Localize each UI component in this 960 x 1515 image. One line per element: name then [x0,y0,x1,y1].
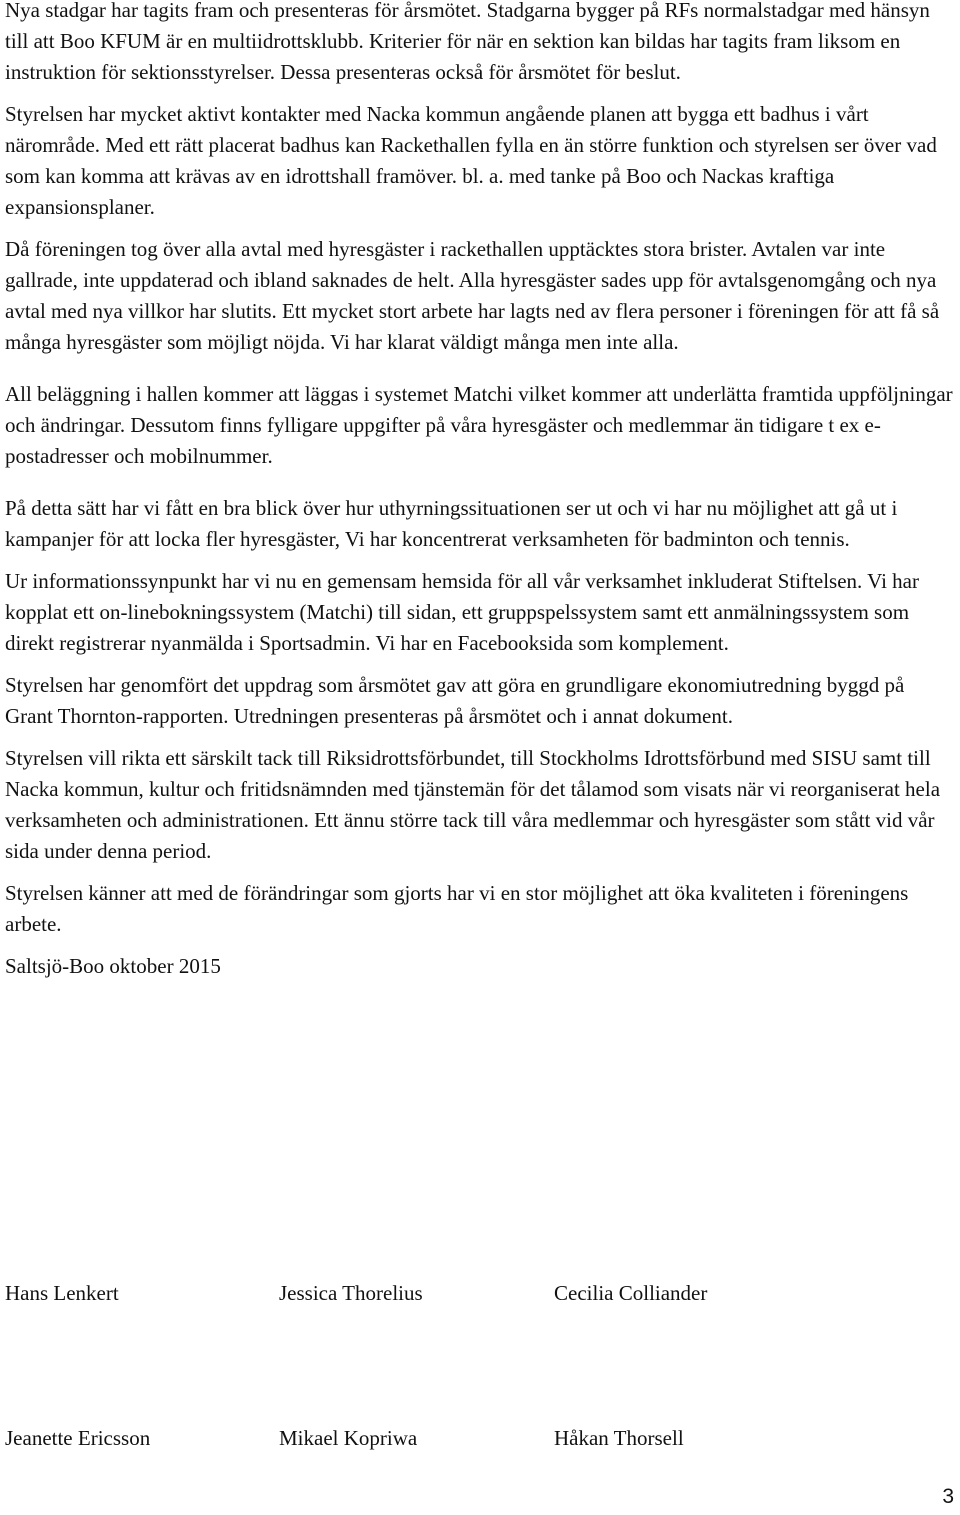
paragraph-hemsida: Ur informationssynpunkt har vi nu en gemensam hemsida för all vår verksamhet inkluderat Stiftelsen. Vi har kopplat ett on-linebokningssystem (Matchi) till sidan, ett gruppspelssystem samt ett anmälningssystem som direkt registrerar nyanmälda i Sportsadmin. Vi har en Facebooksida som komplement. [5,569,919,655]
page-number: 3 [942,1485,954,1508]
paragraph-kvalitet: Styrelsen känner att med de förändringar som gjorts har vi en stor möjlighet att öka kvaliteten i föreningens arbete. [5,881,909,936]
document-body [5,0,955,993]
signatory-name: Håkan Thorsell [554,1426,684,1450]
paragraph-matchi: All beläggning i hallen kommer att läggas i systemet Matchi vilket kommer att underlätta framtida uppföljningar och ändringar. Dessutom finns fylligare uppgifter på våra hyresgäster och medlemmar än tidigare t ex e-postadresser och mobilnummer. [5,382,953,468]
signatory-name: Hans Lenkert [5,1281,119,1305]
signatory-name: Jessica Thorelius [279,1281,423,1305]
paragraph-ekonomiutredning: Styrelsen har genomfört det uppdrag som årsmötet gav att göra en grundligare ekonomiutredning byggd på Grant Thornton-rapporten. Utredningen presenteras på årsmötet och i annat dokument. [5,673,905,728]
place-and-date: Saltsjö-Boo oktober 2015 [5,954,221,978]
paragraph-badhus: Styrelsen har mycket aktivt kontakter med Nacka kommun angående planen att bygga ett badhus i vårt närområde. Med ett rätt placerat badhus kan Rackethallen fylla en än större funktion och styrelsen ser över vad som kan komma att krävas av en idrottshall framöver. bl. a. med tanke på Boo och Nackas kraftiga expansionsplaner. [5,102,937,219]
paragraph-avtal: Då föreningen tog över alla avtal med hyresgäster i rackethallen upptäcktes stora brister. Avtalen var inte gallrade, inte uppdaterad och ibland saknades de helt. Alla hyresgäster sades upp för avtalsgenomgång och nya avtal med nya villkor har slutits. Ett mycket stort arbete har lagts ned av flera personer i föreningen för att få så många hyresgäster som möjligt nöjda. Vi har klarat väldigt många men inte alla. [5,237,940,354]
paragraph-stadgar: Nya stadgar har tagits fram och presenteras för årsmötet. Stadgarna bygger på RFs normalstadgar med hänsyn till att Boo KFUM är en multiidrottsklubb. Kriterier för när en sektion kan bildas har tagits fram liksom en instruktion för sektionsstyrelser. Dessa presenteras också för årsmötet för beslut. [5,0,930,84]
paragraph-uthyrning: På detta sätt har vi fått en bra blick över hur uthyrningssituationen ser ut och vi har nu möjlighet att gå ut i kampanjer för att locka fler hyresgäster, Vi har koncentrerat verksamheten för badminton och tennis. [5,496,898,551]
signature-row [5,1278,905,1310]
signatory-name: Jeanette Ericsson [5,1426,151,1450]
paragraph-tack: Styrelsen vill rikta ett särskilt tack till Riksidrottsförbundet, till Stockholms Idrottsförbund med SISU samt till Nacka kommun, kultur och fritidsnämnden med tjänstemän för det tålamod som visats när vi reorganiserat hela verksamheten och administrationen. Ett ännu större tack till våra medlemmar och hyresgäster som stått vid vår sida under denna period. [5,746,941,863]
signatory-name: Mikael Kopriwa [279,1426,418,1450]
signatory-name: Cecilia Colliander [554,1281,708,1305]
signature-row [5,1423,905,1455]
